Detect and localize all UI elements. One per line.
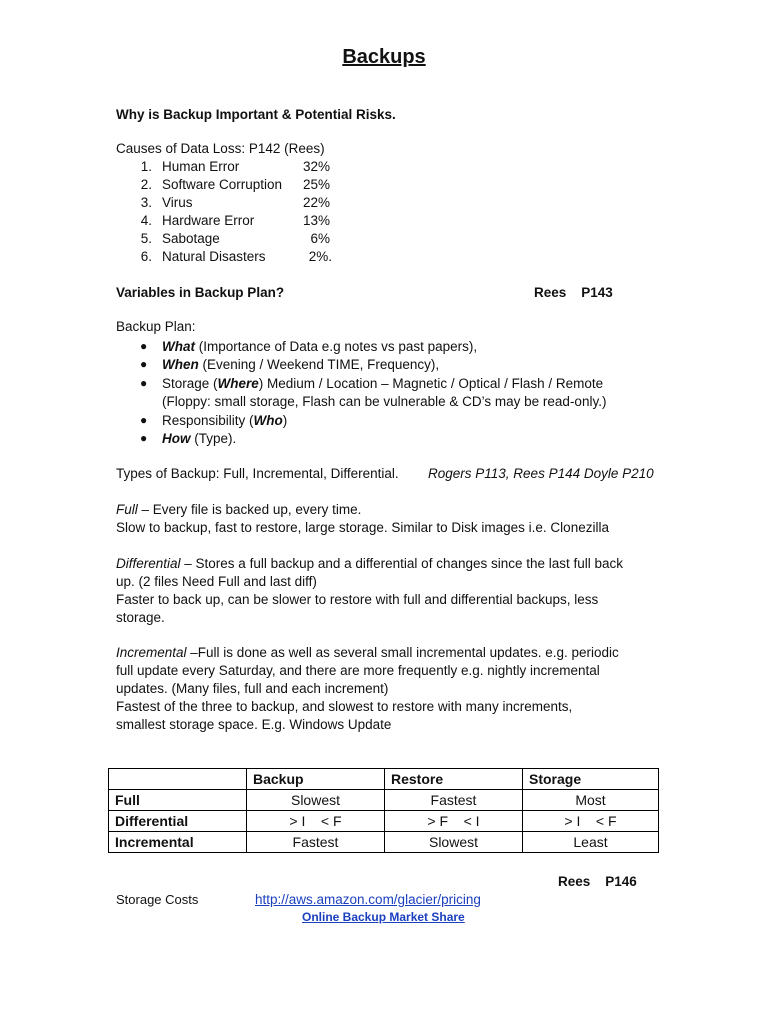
differential-description-line: Faster to back up, can be slower to restore with full and differential backups, less bbox=[116, 592, 599, 607]
table-cell: > I < F bbox=[247, 811, 385, 832]
incremental-description: Incremental –Full is done as well as several small incremental updates. e.g. periodic bbox=[116, 645, 619, 660]
table-cell: Fastest bbox=[385, 790, 523, 811]
types-references: Rogers P113, Rees P144 Doyle P210 bbox=[428, 466, 654, 481]
table-cell: Slowest bbox=[247, 790, 385, 811]
item-label: Hardware Error bbox=[162, 213, 255, 228]
incremental-description-line: full update every Saturday, and there are more frequently e.g. nightly incremental bbox=[116, 663, 600, 678]
table-header-cell: Storage bbox=[523, 769, 659, 790]
incremental-description-line: smallest storage space. E.g. Windows Update bbox=[116, 717, 392, 732]
item-percent: 6% bbox=[310, 231, 330, 246]
item-percent: 22% bbox=[302, 195, 330, 210]
item-label: Human Error bbox=[162, 159, 240, 174]
bullet-icon: ● bbox=[140, 376, 148, 390]
table-row-header: Differential bbox=[109, 811, 247, 832]
bullet-icon: ● bbox=[140, 431, 148, 445]
aws-pricing-link[interactable]: http://aws.amazon.com/glacier/pricing bbox=[255, 892, 481, 907]
item-number: 6. bbox=[140, 249, 152, 264]
incremental-description-line: updates. (Many files, full and each increment) bbox=[116, 681, 389, 696]
types-of-backup: Types of Backup: Full, Incremental, Differential. bbox=[116, 466, 399, 481]
item-label: Natural Disasters bbox=[162, 249, 266, 264]
item-label: Sabotage bbox=[162, 231, 220, 246]
incremental-description-line: Fastest of the three to backup, and slowest to restore with many increments, bbox=[116, 699, 573, 714]
variables-heading: Variables in Backup Plan? bbox=[116, 285, 285, 300]
table-cell: > I < F bbox=[523, 811, 659, 832]
why-heading: Why is Backup Important & Potential Risks. bbox=[116, 107, 396, 122]
table-header-cell: Restore bbox=[385, 769, 523, 790]
list-item: What (Importance of Data e.g notes vs past papers), bbox=[162, 339, 478, 354]
list-item: When (Evening / Weekend TIME, Frequency), bbox=[162, 357, 440, 372]
item-number: 2. bbox=[140, 177, 152, 192]
item-number: 1. bbox=[140, 159, 152, 174]
bullet-icon: ● bbox=[140, 339, 148, 353]
table-cell: Most bbox=[523, 790, 659, 811]
differential-description-line: up. (2 files Need Full and last diff) bbox=[116, 574, 317, 589]
comparison-table bbox=[108, 768, 659, 853]
table-row-header: Incremental bbox=[109, 832, 247, 853]
table-row-header: Full bbox=[109, 790, 247, 811]
item-label: Virus bbox=[162, 195, 193, 210]
full-description: Full – Every file is backed up, every time. bbox=[116, 502, 362, 517]
table-row bbox=[109, 832, 659, 853]
table-header-row bbox=[109, 769, 659, 790]
differential-description-line: storage. bbox=[116, 610, 165, 625]
list-item: How (Type). bbox=[162, 431, 237, 446]
item-number: 5. bbox=[140, 231, 152, 246]
causes-heading: Causes of Data Loss: P142 (Rees) bbox=[116, 141, 325, 156]
backup-plan-heading: Backup Plan: bbox=[116, 319, 196, 334]
item-percent: 25% bbox=[302, 177, 330, 192]
storage-costs-reference: Rees P146 bbox=[558, 874, 637, 889]
variables-reference: Rees P143 bbox=[534, 285, 613, 300]
online-backup-market-share-link[interactable]: Online Backup Market Share bbox=[302, 910, 465, 924]
table-cell: Fastest bbox=[247, 832, 385, 853]
table-cell: Least bbox=[523, 832, 659, 853]
table-row bbox=[109, 811, 659, 832]
page-title: Backups bbox=[342, 46, 426, 68]
bullet-icon: ● bbox=[140, 357, 148, 371]
item-number: 4. bbox=[140, 213, 152, 228]
item-percent: 2%. bbox=[308, 249, 332, 264]
storage-costs-label: Storage Costs bbox=[116, 892, 199, 907]
item-number: 3. bbox=[140, 195, 152, 210]
item-percent: 32% bbox=[302, 159, 330, 174]
item-label: Software Corruption bbox=[162, 177, 283, 192]
table-header-cell: Backup bbox=[247, 769, 385, 790]
bullet-icon: ● bbox=[140, 413, 148, 427]
list-item-continuation: (Floppy: small storage, Flash can be vulnerable & CD’s may be read-only.) bbox=[162, 394, 607, 409]
list-item: Storage (Where) Medium / Location – Magnetic / Optical / Flash / Remote bbox=[162, 376, 604, 391]
differential-description: Differential – Stores a full backup and a differential of changes since the last full back bbox=[116, 556, 624, 571]
table-cell: Slowest bbox=[385, 832, 523, 853]
table-cell: > F < I bbox=[385, 811, 523, 832]
item-percent: 13% bbox=[302, 213, 330, 228]
table-row bbox=[109, 790, 659, 811]
list-item: Responsibility (Who) bbox=[162, 413, 288, 428]
full-description-line: Slow to backup, fast to restore, large storage. Similar to Disk images i.e. Clonezilla bbox=[116, 520, 609, 535]
table-header-cell bbox=[109, 769, 247, 790]
